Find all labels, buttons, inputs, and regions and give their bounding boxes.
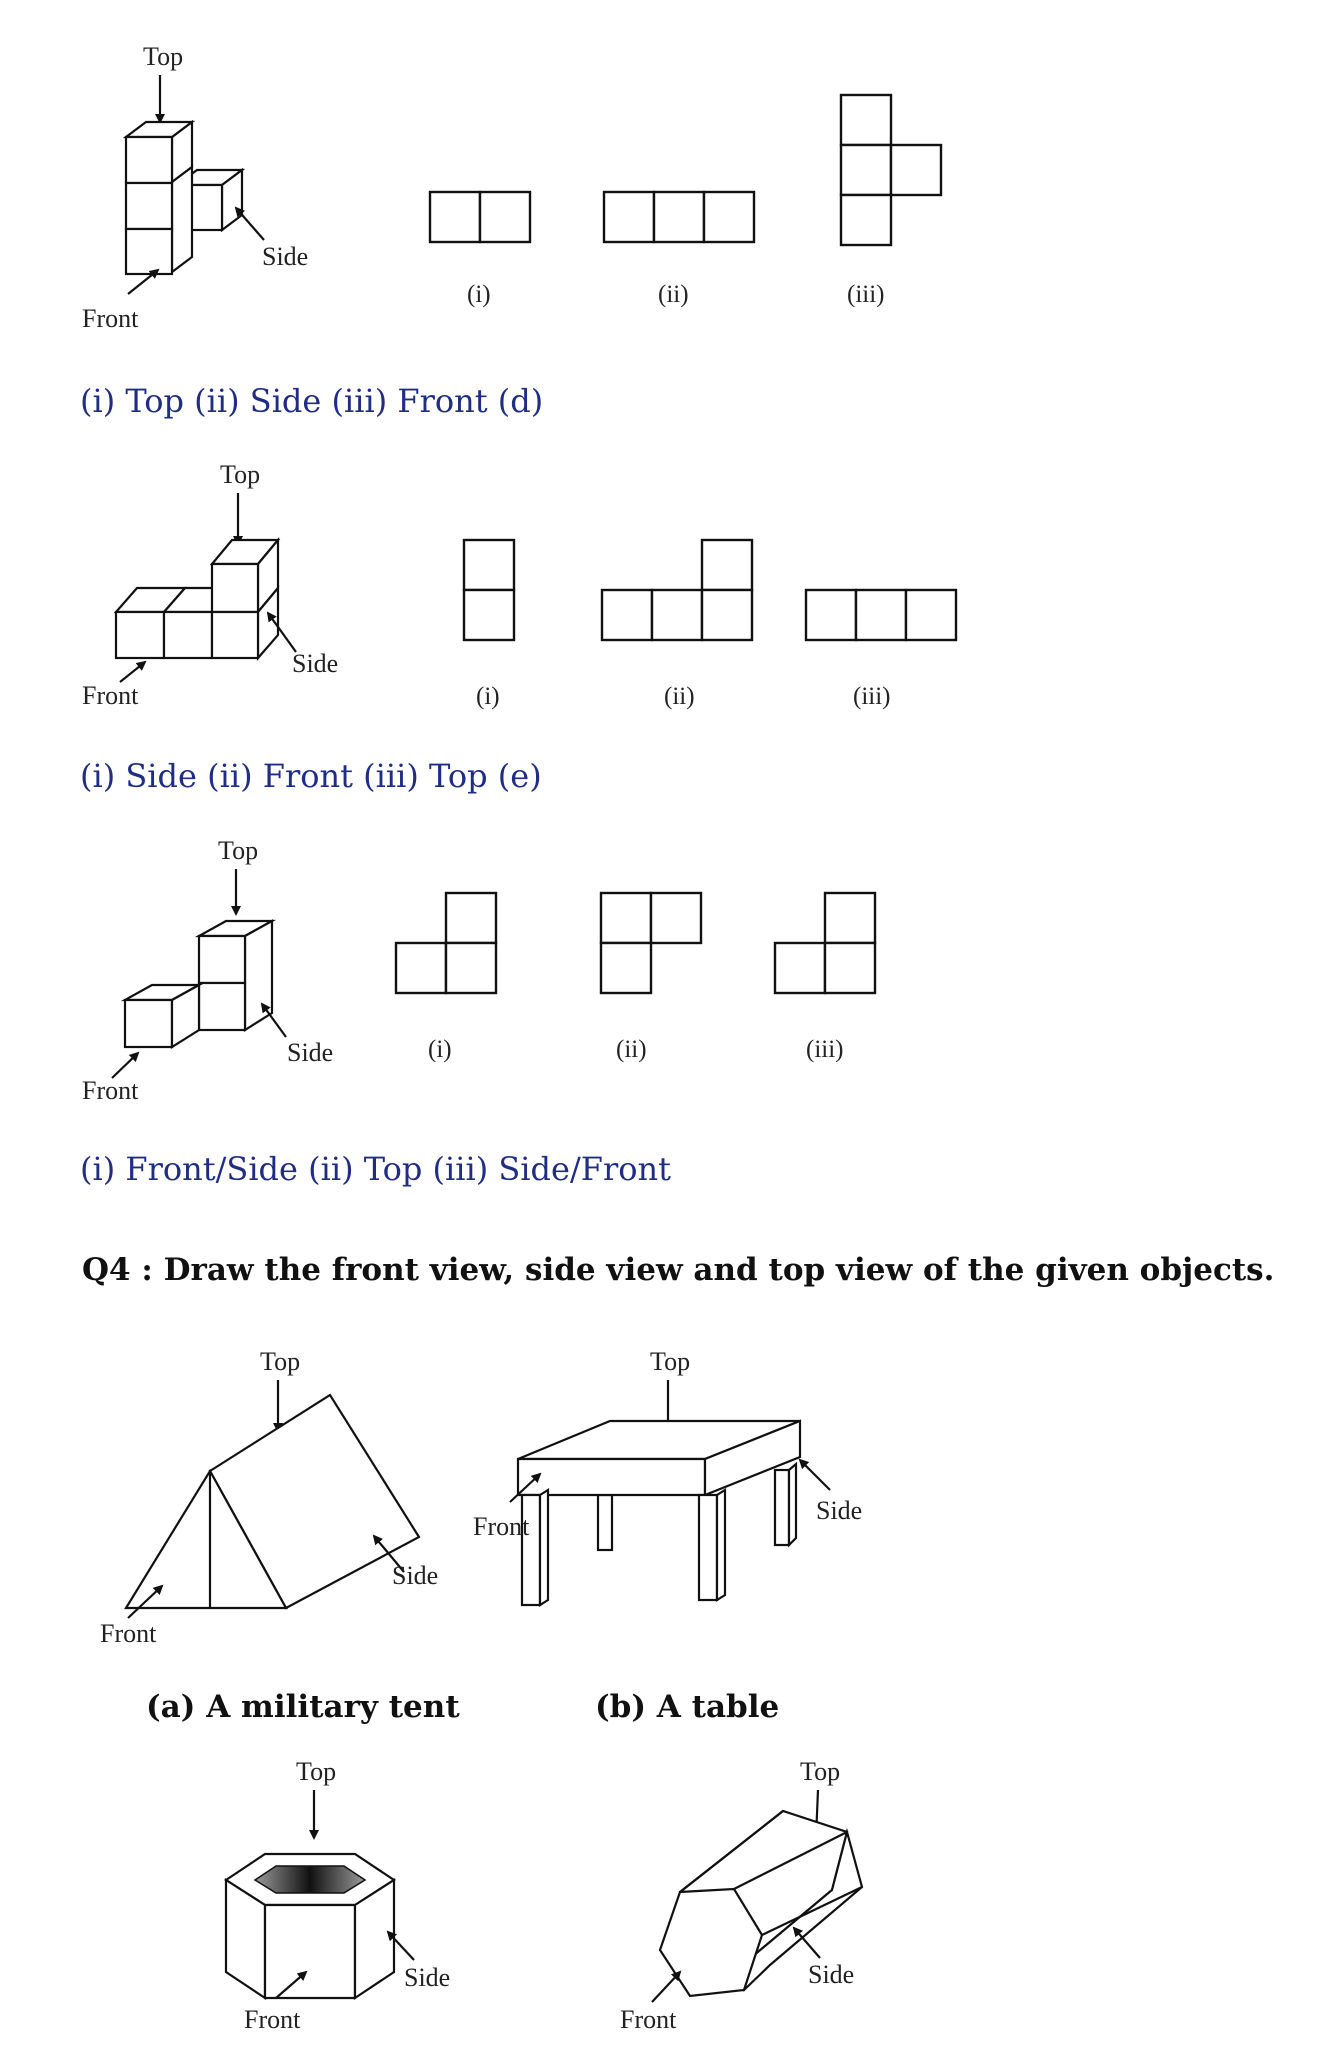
answer-c: (i) Top (ii) Side (iii) Front (d) [80, 382, 544, 420]
hexagonal-prism-figure [620, 1757, 862, 2034]
label-side: Side [287, 1038, 334, 1067]
question-4: Q4 : Draw the front view, side view and top view of the given objects. [82, 1252, 1275, 1288]
view-number: (i) [467, 281, 491, 308]
label-top: Top [220, 460, 261, 489]
side-arrow [800, 1460, 830, 1490]
view-number: (ii) [658, 281, 689, 308]
figure-d-isometric [82, 460, 338, 710]
label-front: Front [473, 1512, 530, 1541]
label-top: Top [800, 1757, 841, 1786]
label-side: Side [404, 1963, 451, 1992]
label-front: Front [100, 1619, 157, 1648]
view-number: (ii) [616, 1036, 647, 1063]
figure-c-views [430, 95, 941, 308]
label-side: Side [292, 649, 339, 678]
view-number: (ii) [664, 683, 695, 710]
label-top: Top [143, 42, 184, 71]
label-side: Side [392, 1561, 439, 1590]
hexagonal-nut-figure [226, 1757, 450, 2034]
view-number: (iii) [806, 1036, 844, 1063]
label-top: Top [218, 836, 259, 865]
label-top: Top [260, 1347, 301, 1376]
answer-e: (i) Front/Side (ii) Top (iii) Side/Front [80, 1150, 671, 1188]
military-tent-figure [100, 1347, 438, 1648]
figure-c-isometric [82, 42, 308, 333]
label-front: Front [620, 2005, 677, 2034]
answer-d: (i) Side (ii) Front (iii) Top (e) [80, 757, 542, 795]
caption-b: (b) A table [595, 1689, 780, 1725]
label-top: Top [650, 1347, 691, 1376]
front-arrow [652, 1972, 680, 2002]
label-front: Front [82, 1076, 139, 1105]
figure-d-views [464, 540, 956, 710]
front-arrow [120, 662, 145, 682]
caption-a: (a) A military tent [146, 1689, 460, 1725]
view-number: (i) [428, 1036, 452, 1063]
figure-e-isometric [82, 836, 333, 1105]
label-side: Side [262, 242, 309, 271]
side-arrow [262, 1004, 286, 1037]
figure-e-views [396, 893, 875, 1063]
label-side: Side [816, 1496, 863, 1525]
view-number: (iii) [853, 683, 891, 710]
side-arrow [236, 208, 264, 240]
label-front: Front [82, 681, 139, 710]
view-number: (iii) [847, 281, 885, 308]
label-front: Front [244, 2005, 301, 2034]
table-figure [473, 1347, 862, 1605]
label-front: Front [82, 304, 139, 333]
front-arrow [112, 1053, 138, 1078]
label-side: Side [808, 1960, 855, 1989]
label-top: Top [296, 1757, 337, 1786]
view-number: (i) [476, 683, 500, 710]
